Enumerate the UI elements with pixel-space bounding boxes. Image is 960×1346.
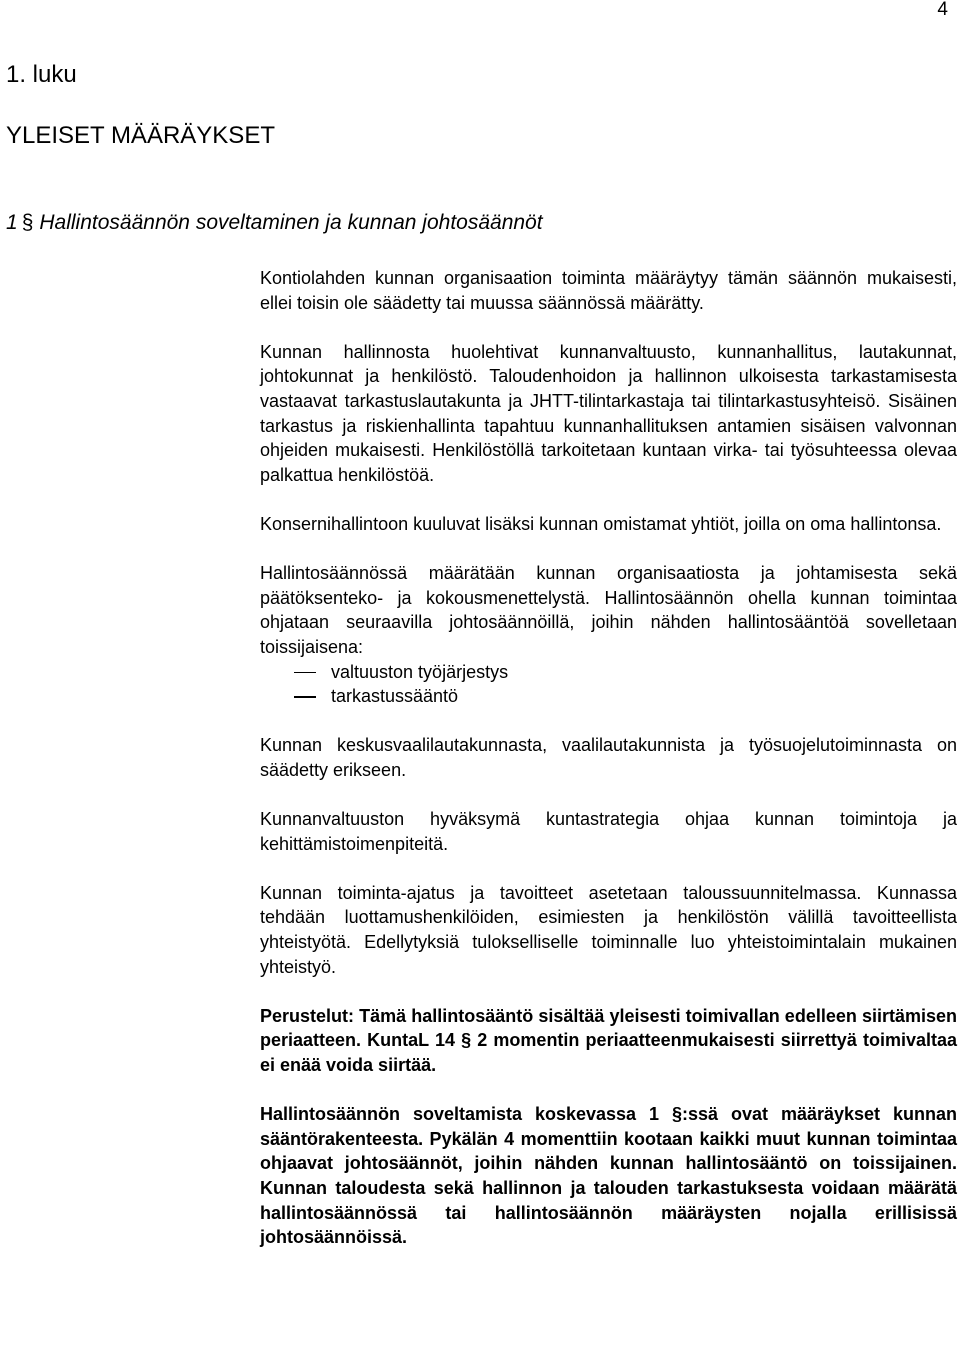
section-heading	[6, 209, 543, 237]
list-item-label: tarkastussääntö	[331, 686, 459, 707]
section-title: Hallintosäännön soveltaminen ja kunnan johtosäännöt	[39, 211, 543, 234]
list-item	[260, 660, 957, 685]
paragraph-rationale: Perustelut: Tämä hallintosääntö sisältää yleisesti toimivallan edelleen siirtämisen periaatteen. KuntaL 14 § 2 momentin periaatteenmukaisesti siirrettyä toimivaltaa ei enää voida siirtää.	[260, 1005, 957, 1075]
paragraph-group-administration: Konsernihallintoon kuuluvat lisäksi kunnan omistamat yhtiöt, joilla on oma hallintonsa.	[260, 513, 942, 534]
chapter-heading: 1. luku	[6, 61, 77, 88]
paragraph-strategy: Kunnanvaltuuston hyväksymä kuntastrategia ohjaa kunnan toimintoja ja kehittämistoimenpiteitä.	[260, 809, 957, 854]
section-number: 1	[6, 211, 18, 234]
dash-bullet	[294, 696, 316, 698]
paragraph-rules: Hallintosäännössä määrätään kunnan organisaatiosta ja johtamisesta sekä päätöksenteko- ja kokousmenettelystä. Hallintosäännön ohella kunnan toimintaa ohjataan seuraavilla johtosäännöillä, joihin nähden hallintosääntöä sovelletaan toissijaisena:	[260, 563, 957, 657]
dash-bullet	[294, 672, 316, 674]
list-item-label: valtuuston työjärjestys	[331, 661, 509, 682]
paragraph-rule-structure: Hallintosäännön soveltamista koskevassa 1 §:ssä ovat määräykset kunnan sääntörakenteesta. Pykälän 4 momenttiin kootaan kaikki muut kunnan toimintaa ohjaavat johtosäännöt, joihin nähden kunnan hallintosääntö on toissijainen. Kunnan taloudesta sekä hallinnon ja talouden tarkastuksesta voidaan määrätä hallintosäännössä tai hallintosäännön määräysten nojalla erillisissä johtosäännöissä.	[260, 1104, 957, 1248]
paragraph-organisation: Kontiolahden kunnan organisaation toiminta määräytyy tämän säännön mukaisesti, ellei toisin ole säädetty tai muussa säännössä määrätty.	[260, 268, 957, 313]
rules-list	[260, 660, 957, 709]
document-body	[260, 266, 957, 1274]
chapter-title: YLEISET MÄÄRÄYKSET	[6, 122, 275, 149]
paragraph-goals: Kunnan toiminta-ajatus ja tavoitteet asetetaan taloussuunnitelmassa. Kunnassa tehdään luottamushenkilöiden, esimiesten ja henkilöstön välillä tavoitteellista yhteistyötä. Edellytyksiä tulokselliselle toiminnalle luo yhteistoimintalain mukainen yhteistyö.	[260, 882, 957, 977]
paragraph-election-boards: Kunnan keskusvaalilautakunnasta, vaalilautakunnista ja työsuojelutoiminnasta on säädetty erikseen.	[260, 735, 957, 780]
paragraph-administration: Kunnan hallinnosta huolehtivat kunnanvaltuusto, kunnanhallitus, lautakunnat, johtokunnat ja henkilöstö. Taloudenhoidon ja hallinnon ulkoisesta tarkastamisesta vastaavat tarkastuslautakunta ja JHTT-tilintarkastaja tai tilintarkastusyhteisö. Sisäinen tarkastus ja riskienhallinta tapahtuu kunnanhallituksen antamien sisäisen valvonnan ohjeiden mukaisesti. Henkilöstöllä tarkoitetaan kuntaan virka- tai työsuhteessa olevaa palkattua henkilöstöä.	[260, 341, 957, 485]
section-symbol: §	[21, 211, 34, 234]
list-item	[260, 684, 957, 709]
page-number: 4	[937, 0, 948, 20]
